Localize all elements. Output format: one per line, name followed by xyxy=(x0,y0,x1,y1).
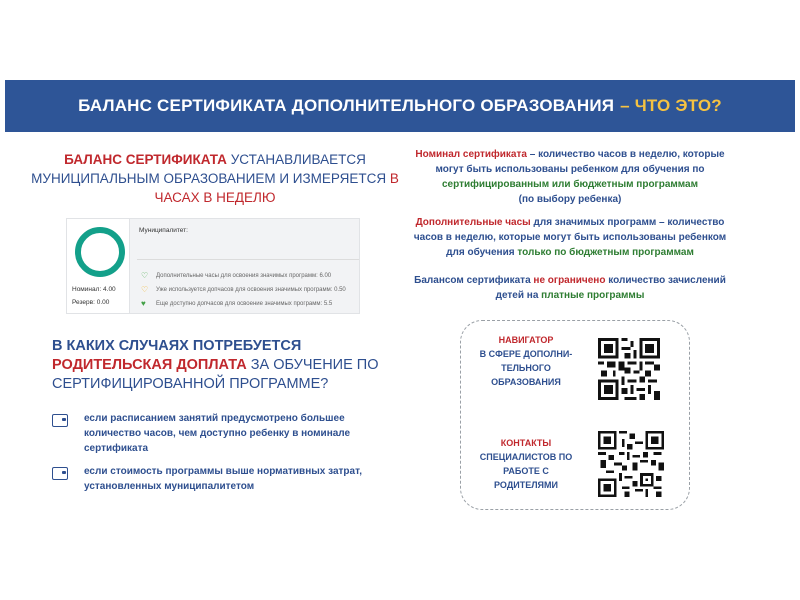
used-hours-row xyxy=(141,286,346,294)
question-text-end: ЗА ОБУЧЕНИЕ ПО СЕРТИФИЦИРОВАННОЙ ПРОГРАММЕ? xyxy=(52,357,379,392)
balance-widget xyxy=(66,218,360,314)
list-item xyxy=(52,464,384,494)
bullet-text: если стоимость программы выше нормативных затрат, установленных муниципалитетом xyxy=(84,466,363,492)
contacts-label xyxy=(471,436,581,492)
divider xyxy=(137,259,359,260)
banner-highlight: – ЧТО ЭТО? xyxy=(620,96,722,115)
question-heading xyxy=(52,337,412,394)
question-text: В КАКИХ СЛУЧАЯХ ПОТРЕБУЕТСЯ xyxy=(52,338,302,354)
navigator-title: НАВИГАТОР xyxy=(498,335,554,345)
heart-filled-icon: ♥ xyxy=(141,299,146,308)
extra-hours-programs: только по бюджетным программам xyxy=(517,247,694,258)
nominal-value: Номинал: 4.00 xyxy=(72,286,116,293)
reserve-value: Резерв: 0.00 xyxy=(72,299,110,306)
available-hours-row-text: Еще доступно допчасов для освоение значимых программ: 5.5 xyxy=(156,301,333,307)
contacts-qr-code[interactable] xyxy=(598,431,664,497)
municipality-label: Муниципалитет: xyxy=(139,227,188,234)
extra-hours-text: для значимых программ – количество часов в неделю, которые могут быть использованы ребенком для обучения xyxy=(413,217,727,258)
balance-summary xyxy=(67,219,130,313)
balance-programs: платные программы xyxy=(541,290,645,301)
qr-panel xyxy=(460,320,690,510)
hours-row xyxy=(141,272,331,280)
heart-outline-icon: ♡ xyxy=(141,285,149,294)
nominal-note: (по выбору ребенка) xyxy=(518,194,622,205)
question-term: РОДИТЕЛЬСКАЯ ДОПЛАТА xyxy=(52,357,247,373)
available-hours-row xyxy=(141,300,332,308)
balance-text: количество зачислений детей на xyxy=(495,275,726,301)
navigator-qr-code[interactable] xyxy=(598,338,660,400)
contacts-text: СПЕЦИАЛИСТОВ ПО РАБОТЕ С РОДИТЕЛЯМИ xyxy=(479,452,573,490)
intro-text: УСТАНАВЛИВАЕТСЯ МУНИЦИПАЛЬНЫМ ОБРАЗОВАНИЕМ И ИЗМЕРЯЕТСЯ xyxy=(31,152,390,186)
balance-term: Балансом сертификата xyxy=(414,275,534,286)
used-hours-row-text: Уже используется допчасов для освоения значимых программ: 0.50 xyxy=(156,287,346,293)
bullet-text: если расписанием занятий предусмотрено большее количество часов, чем доступно ребенку в номинале сертификата xyxy=(84,413,351,454)
wallet-icon xyxy=(52,467,68,480)
banner-title: БАЛАНС СЕРТИФИКАТА ДОПОЛНИТЕЛЬНОГО ОБРАЗОВАНИЯ xyxy=(78,96,615,115)
hours-row-text: Дополнительные часы для освоения значимых программ: 6.00 xyxy=(156,273,332,279)
contacts-title: КОНТАКТЫ xyxy=(500,438,552,448)
heart-outline-icon: ♡ xyxy=(141,271,149,280)
balance-details xyxy=(137,219,359,313)
balance-ring-icon xyxy=(75,227,125,277)
list-item xyxy=(52,411,384,456)
navigator-text: В СФЕРЕ ДОПОЛНИ- ТЕЛЬНОГО ОБРАЗОВАНИЯ xyxy=(479,349,573,387)
extra-hours-definition xyxy=(405,215,735,260)
nominal-definition xyxy=(405,147,735,207)
extra-hours-term: Дополнительные часы xyxy=(415,217,531,228)
nominal-term: Номинал сертификата xyxy=(415,149,527,160)
nominal-programs: сертифицированным или бюджетным программам xyxy=(441,179,699,190)
balance-limit: не ограничено xyxy=(533,275,606,286)
intro-heading xyxy=(30,150,400,207)
title-banner xyxy=(5,80,795,132)
wallet-icon xyxy=(52,414,68,427)
intro-unit: В ЧАСАХ В НЕДЕЛЮ xyxy=(154,171,399,205)
balance-definition xyxy=(405,273,735,303)
navigator-label xyxy=(471,333,581,389)
nominal-text: – количество часов в неделю, которые могут быть использованы ребенком для обучения по xyxy=(435,149,725,175)
intro-term: БАЛАНС СЕРТИФИКАТА xyxy=(64,152,227,167)
